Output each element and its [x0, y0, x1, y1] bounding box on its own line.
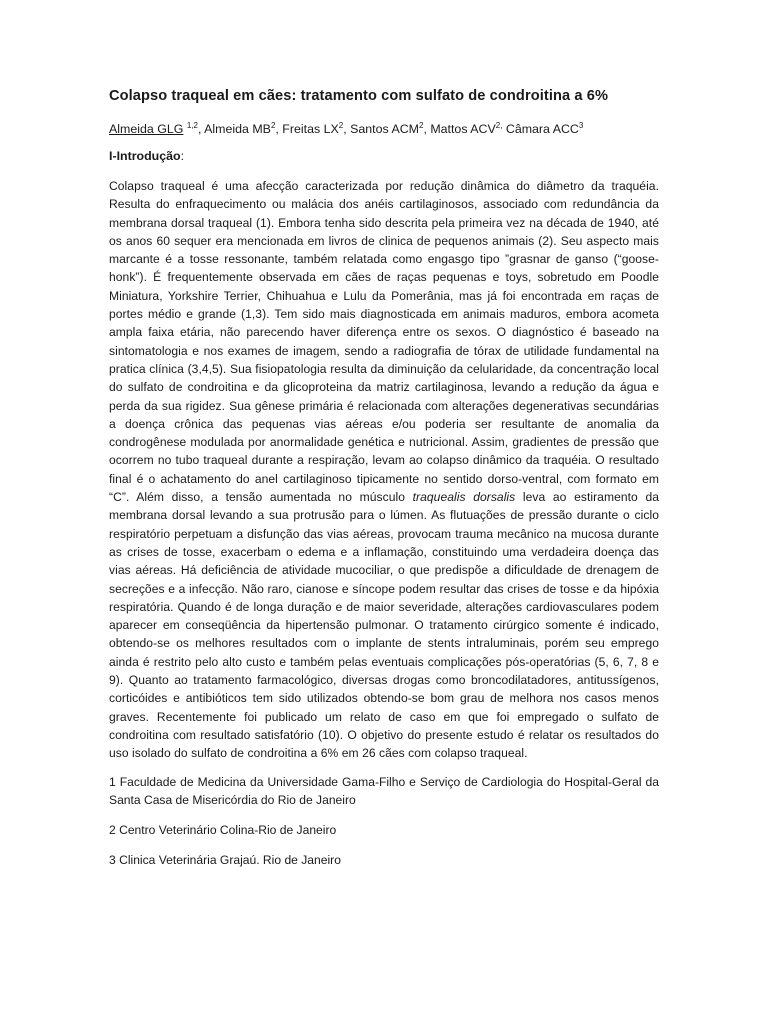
affiliation-footnote-2: 2 Centro Veterinário Colina-Rio de Janeiro — [109, 823, 337, 838]
paragraph-text-part2: leva ao estiramento da membrana dorsal levando a sua protrusão para o lúmen. As flutuações de pressão durante o ciclo respiratório perpetuam a disfunção das vias aéreas, provocam trauma mecânico na mucosa durante as crises de tosse, exacerbam o edema e a inflamação, constituindo uma verdadeira doença das vias aéreas. Há deficiência de atividade mucociliar, o que predispõe a dificuldade de drenagem de secreções e a infecção. Não raro, cianose e síncope podem resultar das crises de tosse e da hipóxia respiratória. Quando é de longa duração e de maior severidade, alterações cardiovasculares podem aparecer em conseqüência da hipertensão pulmonar. O tratamento cirúrgico somente é indicado, obtendo-se os melhores resultados com o implante de stents intraluminais, porém seu emprego ainda é restrito pelo alto custo e também pelas eventuais complicações pós-operatórias (5, 6, 7, 8 e 9). Quanto ao tratamento farmacológico, diversas drogas como broncodilatadores, antitussígenos, corticóides e antibióticos tem sido utilizados obtendo-se bom grau de melhora nos casos menos graves. Recentemente foi publicado um relato de caso em que foi empregado o sulfato de condroitina com resultado satisfatório (10). O objetivo do presente estudo é relatar os resultados do uso isolado do sulfato de condroitina a 6% em 26 cães com colapso traqueal. — [109, 490, 659, 761]
section-heading-colon: : — [180, 149, 185, 163]
author-separator: , — [197, 122, 205, 136]
paper-title: Colapso traqueal em cães: tratamento com sulfato de condroitina a 6% — [109, 88, 609, 104]
author-affiliation: 2 — [270, 120, 276, 130]
author-affiliation: 1,2 — [186, 120, 198, 130]
author-affiliation: 3 — [578, 120, 584, 130]
paragraph-italic-term: traquealis dorsalis — [412, 490, 516, 505]
author-name: Mattos ACV — [430, 122, 496, 136]
affiliation-footnote-3: 3 Clinica Veterinária Grajaú. Rio de Janeiro — [109, 853, 341, 868]
affiliation-footnote-1: 1 Faculdade de Medicina da Universidade Gama-Filho e Serviço de Cardiologia do Hospital-Geral da Santa Casa de Misericórdia do Rio de Janeiro — [109, 774, 659, 807]
author-separator: , — [423, 122, 431, 136]
paragraph-text-part1: Colapso traqueal é uma afecção caracterizada por redução dinâmica do diâmetro da traquéia. Resulta do enfraquecimento ou malácia dos anéis cartilaginosos, associado com redundância da membrana dorsal traqueal (1). Embora tenha sido descrita pela primeira vez na década de 1940, até os anos 60 sequer era mencionada em livros de clinica de pequenos animais (2). Seu aspecto mais marcante é a tosse ressonante, também relatada como engasgo tipo ”grasnar de ganso (“goose-honk”). É frequentemente observada em cães de raças pequenas e toys, sobretudo em Poodle Miniatura, Yorkshire Terrier, Chihuahua e Lulu da Pomerânia, mas já foi encontrada em raças de portes médio e grande (1,3). Tem sido mais diagnosticada em animais maduros, embora acometa ampla faixa etária, não parecendo haver diferença entre os sexos. O diagnóstico é baseado na sintomatologia e nos exames de imagem, sendo a radiografia de tórax de utilidade fundamental na pratica clínica (3,4,5). Sua fisiopatologia resulta da diminuição da celularidade, da concentração local do sulfato de condroitina e da glicoproteina da matriz cartilaginosa, levando a redução da água e perda da sua rigidez. Sua gênese primária é relacionada com alterações degenerativas secundárias a doença crônica das pequenas vias aéreas e/ou poderia ser resultante de anomalia da condrogênese modulada por anormalidade genética e nutricional. Assim, gradientes de pressão que ocorrem no tubo traqueal durante a respiração, levam ao colapso dinâmico da traquéia. O resultado final é o achatamento do anel cartilaginoso tipicamente no sentido dorso-ventral, com formato em “C”. Além disso, a tensão aumentada no músculo — [109, 179, 659, 505]
author-affiliation: 2, — [495, 120, 503, 130]
author-name: Almeida GLG — [109, 122, 184, 136]
author-separator: , — [275, 122, 283, 136]
author-name: Almeida MB — [204, 122, 271, 136]
document-page — [109, 86, 659, 882]
author-affiliation: 2 — [418, 120, 424, 130]
introduction-paragraph — [109, 177, 659, 763]
author-separator: , — [343, 122, 351, 136]
author-list — [109, 120, 659, 138]
author-name: Freitas LX — [282, 122, 339, 136]
section-heading — [109, 147, 659, 165]
section-heading-text: I-Introdução — [109, 149, 181, 163]
author-name: Santos ACM — [350, 122, 419, 136]
author-name: Câmara ACC — [505, 122, 579, 136]
author-affiliation: 2 — [338, 120, 344, 130]
